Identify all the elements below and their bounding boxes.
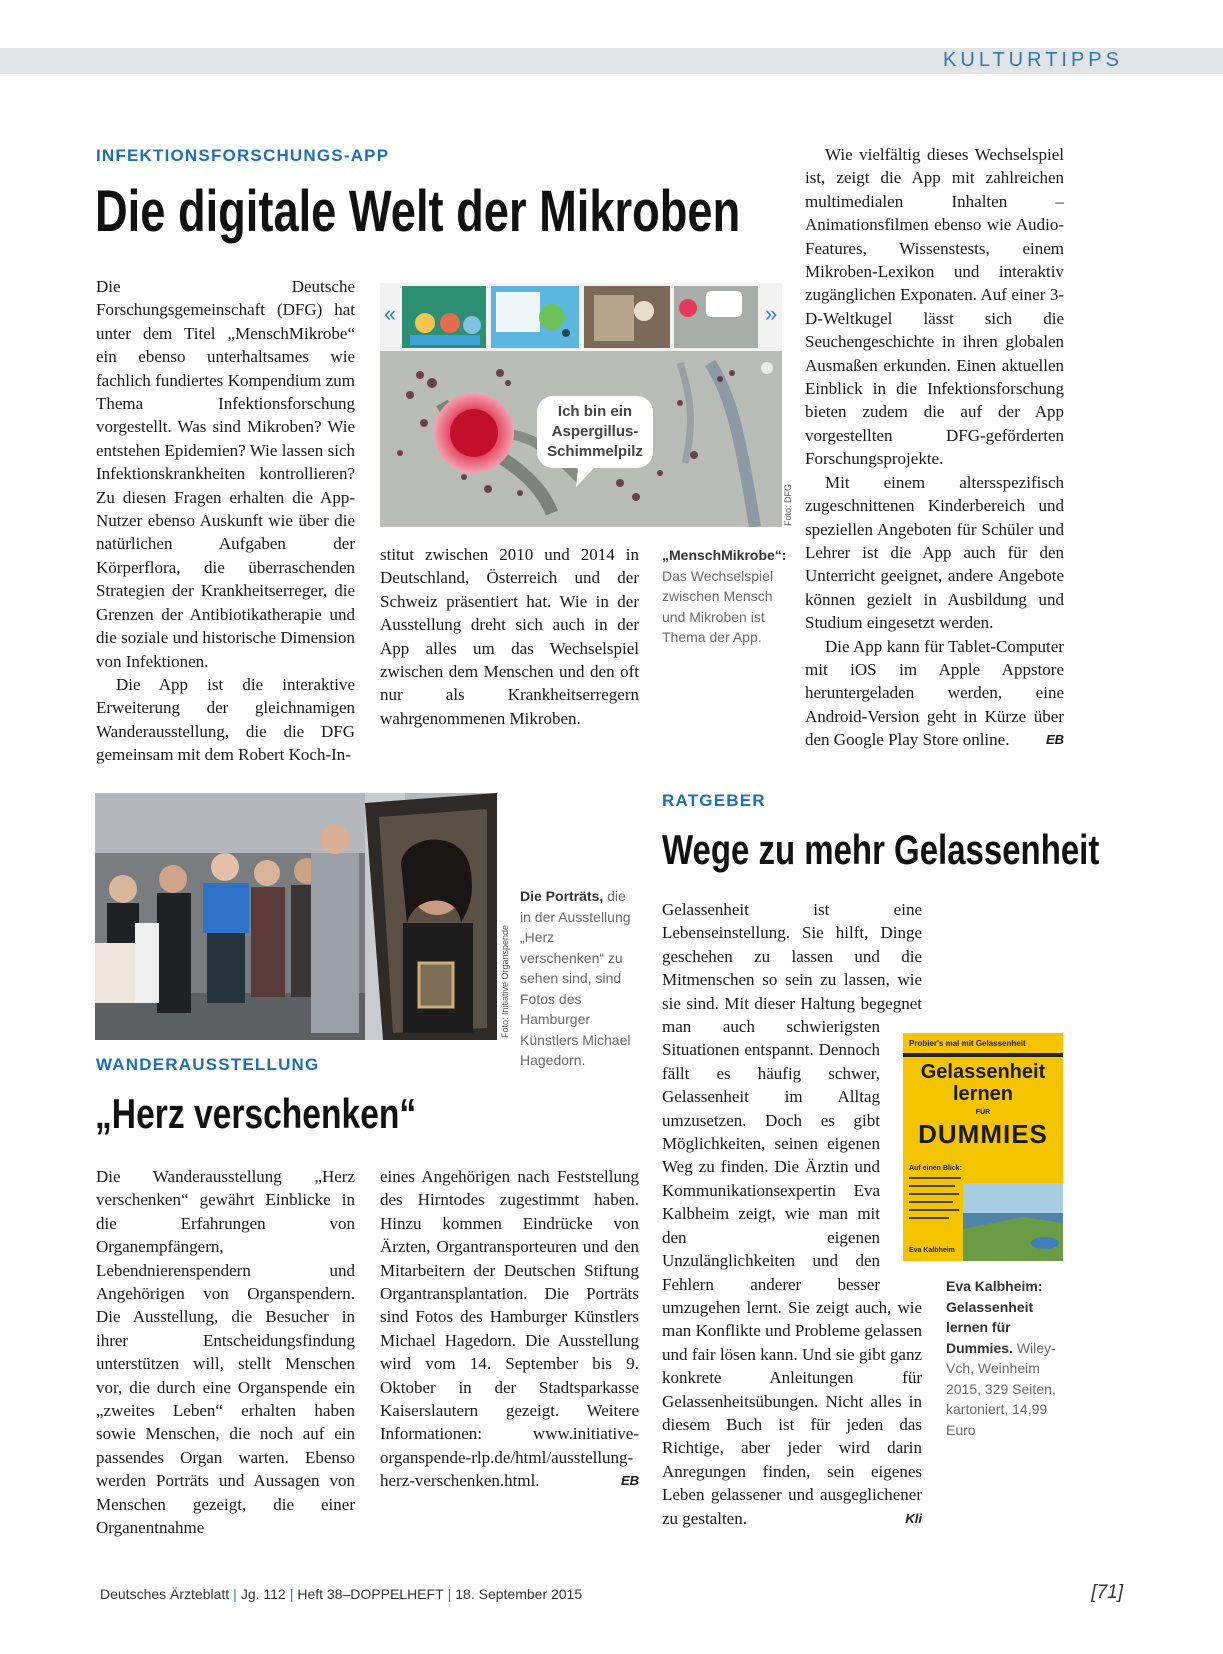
exhibition-photo xyxy=(95,793,497,1040)
article2-author-initials: EB xyxy=(620,1473,639,1489)
article2-caption xyxy=(520,886,640,1071)
article1-author-initials: EB xyxy=(1045,732,1064,748)
speech-bubble-line-1: Ich bin ein xyxy=(557,403,633,420)
footer-separator: | xyxy=(233,1586,237,1602)
article3-wrap-spacer-2 xyxy=(880,1032,922,1284)
article1-column-3 xyxy=(805,143,1064,752)
article2-column-1 xyxy=(96,1165,355,1540)
article1-col1-para2: Die App ist die interaktive Erweiterung der gleichnamigen Wanderausstellung, die die DFG gemeinsam mit dem Robert Koch-In- xyxy=(96,674,355,765)
article1-kicker: INFEKTIONSFORSCHUNGS-APP xyxy=(96,146,390,165)
article1-column-2 xyxy=(380,543,639,730)
page-number: [71] xyxy=(1091,1582,1123,1603)
carousel-next-arrow-icon: » xyxy=(765,301,778,326)
footer-date: 18. September 2015 xyxy=(455,1586,583,1602)
article3-caption xyxy=(946,1276,1064,1440)
speech-bubble xyxy=(537,402,653,462)
article2-caption-text: die in der Ausstellung „Herz verschenken“ zu sehen sind, sind Fotos des Hamburger Künstlers Michael Hagedorn. xyxy=(520,888,631,1068)
footer-volume: Jg. 112 xyxy=(240,1586,286,1602)
article1-col3-para1: Wie vielfältig dieses Wechselspiel ist, zeigt die App mit zahlreichen multimedialen Inhalten – Animationsfilmen ebenso wie Audio-Features, Wissenstests, einem Mikroben-Lexikon und interaktiv zugänglichen Exponaten. Auf einer 3-D-Weltkugel lässt sich die Seuchengeschichte in ihren globalen Ausmaßen erkunden. Einen aktuellen Einblick in die Infektionsforschung bieten zudem die auf der App vorgestellten DFG-geförderten Forschungsprojekte. xyxy=(805,145,1064,469)
book-cover-landscape xyxy=(963,1183,1063,1261)
book-cover-landscape-drawing xyxy=(963,1183,1063,1261)
book-cover-glance: Auf einen Blick: xyxy=(909,1165,962,1172)
article3-body-text: Gelassenheit ist eine Lebenseinstellung. Sie hilft, Dinge geschehen zu lassen und die Mitmenschen so sein zu lassen, wie sie sind. Mit dieser Haltung begegnet man auch schwierigsten Situationen entspannt. Dennoch fällt es häufig schwer, Gelassenheit im Alltag umzusetzen. Doch es gibt Möglichkeiten, seinen eigenen Weg zu finden. Die Ärztin und Kommunikationsexpertin Eva Kalbheim zeigt, wie man mit den eigenen Unzulänglichkeiten und den Fehlern anderer besser umzugehen lernt. Sie zeigt auch, wie man Konflikte und Probleme gelassen und fair lösen kann. Und sie gibt ganz konkrete Anleitungen für Gelassenheitsübungen. Nicht alles in diesem Buch ist für jeden das Richtige, aber jeder wird darin Anregungen finden, sein eigenes Leben gelassener und ausgeglichener zu gestalten. xyxy=(662,900,922,1528)
footer xyxy=(100,1586,582,1602)
article1-caption xyxy=(662,545,787,648)
footer-separator: | xyxy=(289,1586,294,1602)
article1-col3-para3 xyxy=(805,635,1064,752)
exhibition-photo-drawing xyxy=(95,793,497,1040)
speech-bubble-line-3: Schimmelpilz xyxy=(547,443,643,460)
article3-kicker: RATGEBER xyxy=(662,791,766,810)
book-cover-brand: DUMMIES xyxy=(918,1119,1048,1149)
article2-col1-text: Die Wanderausstellung „Herz verschenken“ gewährt Einblicke in die Erfahrungen von Organempfängern, Lebendnierenspendern und Angehörigen von Organspendern. Die Ausstellung, die Besucher in ihrer Entscheidungsfindung unterstützen will, stellt Menschen vor, die durch eine Organspende ein „zweites Leben“ erhalten haben sowie Menschen, die noch auf ein passendes Organ warten. Ebenso werden Porträts und Aussagen von Menschen gezeigt, die einer Organentnahme xyxy=(96,1167,355,1538)
article2-col2-paragraph xyxy=(380,1165,639,1493)
article3-headline: Wege zu mehr Gelassenheit xyxy=(662,826,1100,873)
article2-caption-title: Die Porträts, xyxy=(520,888,604,904)
article2-column-2 xyxy=(380,1165,639,1493)
section-label: KULTURTIPPS xyxy=(943,49,1123,71)
footer-journal: Deutsches Ärzteblatt xyxy=(100,1586,230,1602)
article1-headline: Die digitale Welt der Mikroben xyxy=(95,179,741,244)
article1-col3-para3-text: Die App kann für Tablet-Computer mit iOS im Apple Appstore heruntergeladen werden, eine Android-Version geht in Kürze über den Google Play Store online. xyxy=(805,636,1064,750)
article3-body-paragraph xyxy=(662,898,922,1530)
article1-column-1 xyxy=(96,275,355,767)
article1-col3-para2: Mit einem altersspezifisch zugeschnittenen Kinderbereich und speziellen Angeboten für Schüler und Lehrer ist die App auch für den Unterricht geeignet, andere Angebote können gezielt in Ausbildung und Studium eingesetzt werden. xyxy=(805,472,1064,633)
article2-photo-credit: Foto: Initiative Organspende xyxy=(500,924,510,1038)
speech-bubble-line-2: Aspergillus- xyxy=(551,423,639,440)
footer-issue: Heft 38–DOPPELHEFT xyxy=(297,1586,444,1602)
article3-author-initials: Kli xyxy=(905,1510,922,1526)
footer-separator: | xyxy=(447,1586,452,1602)
book-cover-fuer: FÜR xyxy=(975,1109,991,1116)
article1-photo-credit: Foto: DFG xyxy=(783,483,793,526)
article1-caption-title: „MenschMikrobe“: xyxy=(662,547,787,563)
article3-caption-text: Wiley-Vch, Weinheim 2015, 329 Seiten, kartoniert, 14,99 Euro xyxy=(946,1339,1056,1438)
book-cover-author: Eva Kalbheim xyxy=(909,1247,955,1254)
article3-column xyxy=(662,898,922,1530)
article2-col2-text: eines Angehörigen nach Feststellung des Hirntodes zugestimmt haben. Hinzu kommen Eindrücke von Ärzten, Organtransporteuren und den Mitarbeitern der Deutschen Stiftung Organtransplantation. Die Porträts sind Fotos des Hamburger Künstlers Michael Hagedorn. Die Ausstellung wird vom 14. September bis 9. Oktober in der Stadtsparkasse Kaiserslautern gezeigt. Weitere Informationen: www.initiative-organspende-rlp.de/html/ausstellung-herz-verschenken.html. xyxy=(380,1167,639,1491)
app-screenshot-image xyxy=(380,283,782,527)
carousel-prev-arrow-icon: « xyxy=(384,301,397,326)
book-cover-title xyxy=(903,1061,1063,1105)
article2-headline: „Herz verschenken“ xyxy=(95,1090,417,1137)
article3-caption-title: Eva Kalbheim: Gelassenheit lernen für Dummies. xyxy=(946,1278,1043,1356)
book-cover-title-line-2: lernen xyxy=(952,1083,1014,1105)
book-cover xyxy=(903,1033,1063,1261)
article2-kicker: WANDERAUSSTELLUNG xyxy=(96,1055,320,1074)
article1-col1-para1: Die Deutsche Forschungsgemeinschaft (DFG) hat unter dem Titel „MenschMikrobe“ ein ebenso unterhaltsames wie fachlich fundiertes Kompendium zum Thema Infektionsforschung vorgestellt. Was sind Mikroben? Wie entstehen Epidemien? Wie lassen sich Infektionskrankheiten kontrollieren? Zu diesen Fragen erhalten die App-Nutzer ebenso Auskunft wie über die natürlichen Aufgaben der Körperflora, die überraschenden Strategien der Krankheitserreger, die Grenzen der Antibiotikatherapie und die soziale und historische Dimension von Infektionen. xyxy=(96,277,355,671)
book-cover-rule xyxy=(903,1053,1063,1057)
article1-caption-text: Das Wechselspiel zwischen Mensch und Mikroben ist Thema der App. xyxy=(662,567,774,645)
book-cover-title-line-1: Gelassenheit xyxy=(920,1061,1046,1083)
book-cover-tagline: Probier's mal mit Gelassenheit xyxy=(909,1039,1026,1048)
article1-col2-para1: stitut zwischen 2010 und 2014 in Deutschland, Österreich und der Schweiz präsentiert hat. Wie in der Ausstellung dreht sich auch in der App alles um das Wechselspiel zwischen dem Menschen und den oft nur als Krankheitserregern wahrgenommenen Mikroben. xyxy=(380,545,639,728)
